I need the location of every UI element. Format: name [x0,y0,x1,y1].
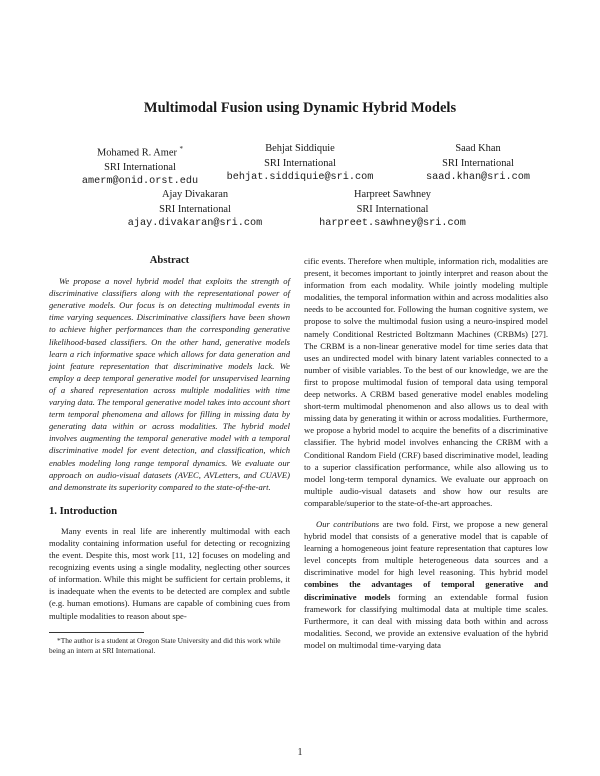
author-affiliation: SRI International [356,203,429,215]
author-affiliation: SRI International [104,161,176,173]
author-email[interactable]: saad.khan@sri.com [426,172,530,183]
paper-title: Multimodal Fusion using Dynamic Hybrid Models [143,100,457,116]
abstract-text: We propose a novel hybrid model that exploits the strength of discriminative classifiers along with the representational power of generative models. Our focus is on detecting multimodal events in time varying sequences. Discriminative classifiers have been shown to achieve higher performances than the corresponding generative likelihood-based classifiers. On the other hand, generative models learn a rich informative space which allows for data generation and joint feature representation that discriminative models lack. We employ a deep temporal generative model for unsupervised learning of a shared representation across multiple modalities with time varying data. The temporal generative model takes into account short term temporal phenomena and allows for filling in missing data by generating data within or across modalities. The hybrid model involves augmenting the temporal generative model with a temporal discriminative model for event detection, and classification, which enables modeling long range temporal dynamics. We evaluate our approach on audio-visual datasets (AVEC, AVLetters, and CUAVE) and demonstrate its superiority compared to the state-of-the-art. [49,276,290,492]
intro-paragraph-2 [304,518,548,651]
author-affiliation: SRI International [159,203,231,215]
author-email[interactable]: behjat.siddiquie@sri.com [226,172,374,183]
author-name: Behjat Siddiquie [265,143,335,154]
author-name: Mohamed R. Amer * [96,145,184,159]
author-email[interactable]: ajay.divakaran@sri.com [127,218,263,229]
footnote-rule [49,632,144,633]
contributions-text-a: are two fold. First, we propose a new general hybrid model that consists of a generative model that is capable of learning a homogeneous joint feature representation that captures low level concepts from multiple heterogeneous data sources and a discriminative model for high level reasoning. This hybrid model [304,518,548,578]
introduction-heading: 1. Introduction [49,505,118,517]
footnote-mark: * [179,145,184,153]
author-name: Ajay Divakaran [161,189,229,200]
contributions-lead: Our contributions [316,518,380,529]
author-name: Harpreet Sawhney [353,189,432,200]
left-column [49,255,290,656]
right-column [304,255,548,651]
author-block-divakaran [100,188,290,232]
page-number: 1 [297,747,303,758]
author-email[interactable]: amerm@onid.orst.edu [81,176,199,188]
contributions-text-b: forming an extendable formal fusion framework for classifying multimodal data at multiple time scales. Furthermore, it can deal with missing data both within and across modalities. Second, we provide an extensive evaluation of the hybrid model on multimodal time-varying data [304,591,548,650]
author-affiliation: SRI International [264,157,336,169]
author-block-siddiquie [210,142,390,186]
author-block-amer [52,142,228,190]
contributions-bold: combines the advantages of temporal generative and discriminative models [304,579,548,602]
intro-paragraph-1-continued: cific events. Therefore when multiple, information rich, modalities are present, it becomes important to jointly interpret and reason about the information from each modality. While jointly modeling multiple modalities, the temporal information within and across modalities also needs to be accounted for. Following the human cognitive system, we propose to solve the multimodal fusion using a neuro-inspired model namely Conditional Restricted Boltzmann Machines (CRBMs) [27]. The CRBM is a non-linear generative model for time series data that uses an undirected model with binary latent variables connected to a number of visible variables. To the best of our knowledge, we are the first to propose multimodal fusion of temporal data using temporal deep networks. A CRBM based generative model enables modeling short-term multimodal phenomenon and also allows us to deal with missing data by generating it within or across modalities. Furthermore, we propose a hybrid model to acquire the benefits of a discriminative classifier. The hybrid model involves enhancing the CRBM with a Conditional Random Field (CRF) based discriminative model, leading to a superior classification performance, while also allowing us to model long-term temporal dynamics. We evaluate our approach on multiple audio-visual datasets and show how our results are comparable/superior to the state-of-the-art approaches. [304,256,548,508]
author-affiliation: SRI International [442,157,514,169]
abstract-heading: Abstract [149,255,190,266]
footnote-text: *The author is a student at Oregon State University and did this work while being an intern at SRI International. [49,635,281,655]
intro-paragraph-1: Many events in real life are inherently multimodal with each modality containing information useful for detecting or recognizing the event. Despite this, most work [11, 12] focuses on modeling and recognizing events using a single modality, neglecting other sources of information. While this might be sufficient for certain problems, it is inadequate when the events to be detected are complex and subtle (e.g. human emotions). Humans are capable of combining cues from multiple modalities to reason about spe- [49,525,290,621]
author-block-sawhney [295,188,490,232]
author-block-khan [388,142,568,186]
author-name: Saad Khan [455,143,501,154]
author-email[interactable]: harpreet.sawhney@sri.com [319,218,466,229]
